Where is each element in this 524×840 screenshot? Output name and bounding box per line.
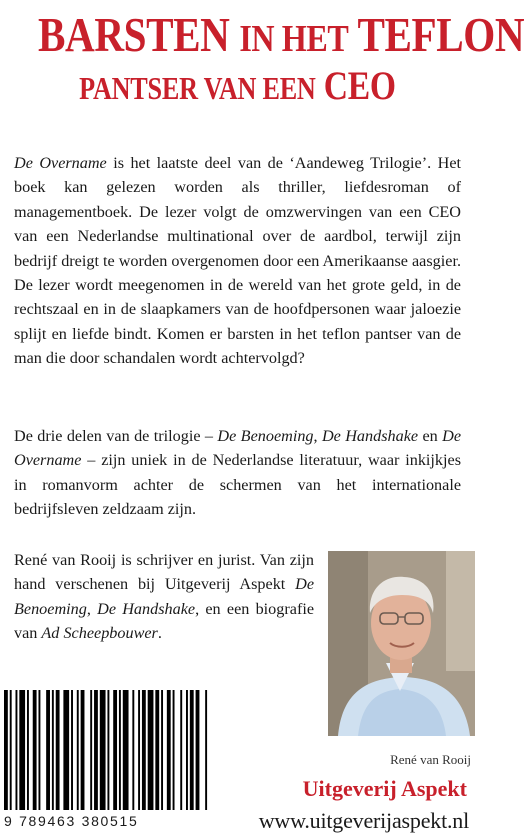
title-word-teflon: TEFLON	[357, 7, 524, 62]
blurb-book-title: De Overname	[14, 154, 107, 172]
bio-book-3: Ad Scheepbouwer	[41, 624, 158, 643]
title-word-barsten: BARSTEN	[38, 7, 230, 62]
trilogy-text-2: ,	[313, 427, 322, 445]
bio-text-3: , en een biografie van	[14, 599, 315, 643]
trilogy-text-3: en	[418, 427, 443, 445]
barcode-bars	[4, 690, 209, 810]
author-photo	[328, 551, 475, 736]
bio-text-1: René van Rooij is schrijver en jurist. Van zijn hand verschenen bij Uitgeverij Aspekt	[14, 551, 314, 594]
trilogy-book-1: De Benoeming	[217, 427, 314, 445]
title-line-2	[38, 62, 437, 109]
publisher-name: Uitgeverij Aspekt	[302, 776, 467, 801]
bio-text-2: ,	[86, 599, 98, 618]
trilogy-paragraph	[14, 424, 461, 522]
bio-text-4: .	[157, 624, 162, 643]
trilogy-text-4: – zijn uniek in de Nederlandse literatuur, waar inkijkjes in romanvorm achter de schermen van het internationale bedrijfsleven zeldzaam zijn.	[14, 451, 461, 519]
trilogy-book-3: De Overname	[14, 427, 462, 470]
isbn-number: 9 789463 380515	[4, 813, 139, 829]
author-bio-paragraph	[14, 548, 314, 646]
author-portrait-illustration	[328, 551, 475, 736]
title-word-ceo: CEO	[323, 63, 396, 108]
trilogy-text-1: De drie delen van de trilogie –	[14, 427, 218, 445]
trilogy-book-2: De Handshake	[321, 427, 419, 445]
bio-book-2: De Handshake	[97, 599, 196, 618]
blurb-paragraph	[14, 151, 461, 371]
blurb-text: is het laatste deel van de ‘Aandeweg Trilogie’. Het boek kan gelezen worden als thriller, liefdesroman of managementboek. De lezer volgt de omzwervingen van een CEO van een Nederlandse multinational over de aardbol, terwijl zijn bedrijf dreigt te worden overgenomen door een Amerikaanse aasgier. De lezer wordt meegenomen in de wereld van het grote geld, in de rechtszaal en in de slaapkamers van de hoofdpersonen waar jaloezie splijt en liefde bindt. Komen er barsten in het teflon pantser van de man die door schandalen wordt achtervolgd?	[14, 154, 461, 368]
barcode	[0, 686, 213, 840]
title-line-1	[38, 6, 524, 63]
publisher-website[interactable]: www.uitgeverijaspekt.nl	[258, 808, 469, 833]
photo-caption: René van Rooij	[390, 752, 471, 767]
title-words-in-het: IN HET	[239, 18, 349, 60]
title-words-pantser: PANTSER VAN EEN	[79, 71, 316, 106]
bio-book-1: De Benoeming	[14, 575, 314, 618]
